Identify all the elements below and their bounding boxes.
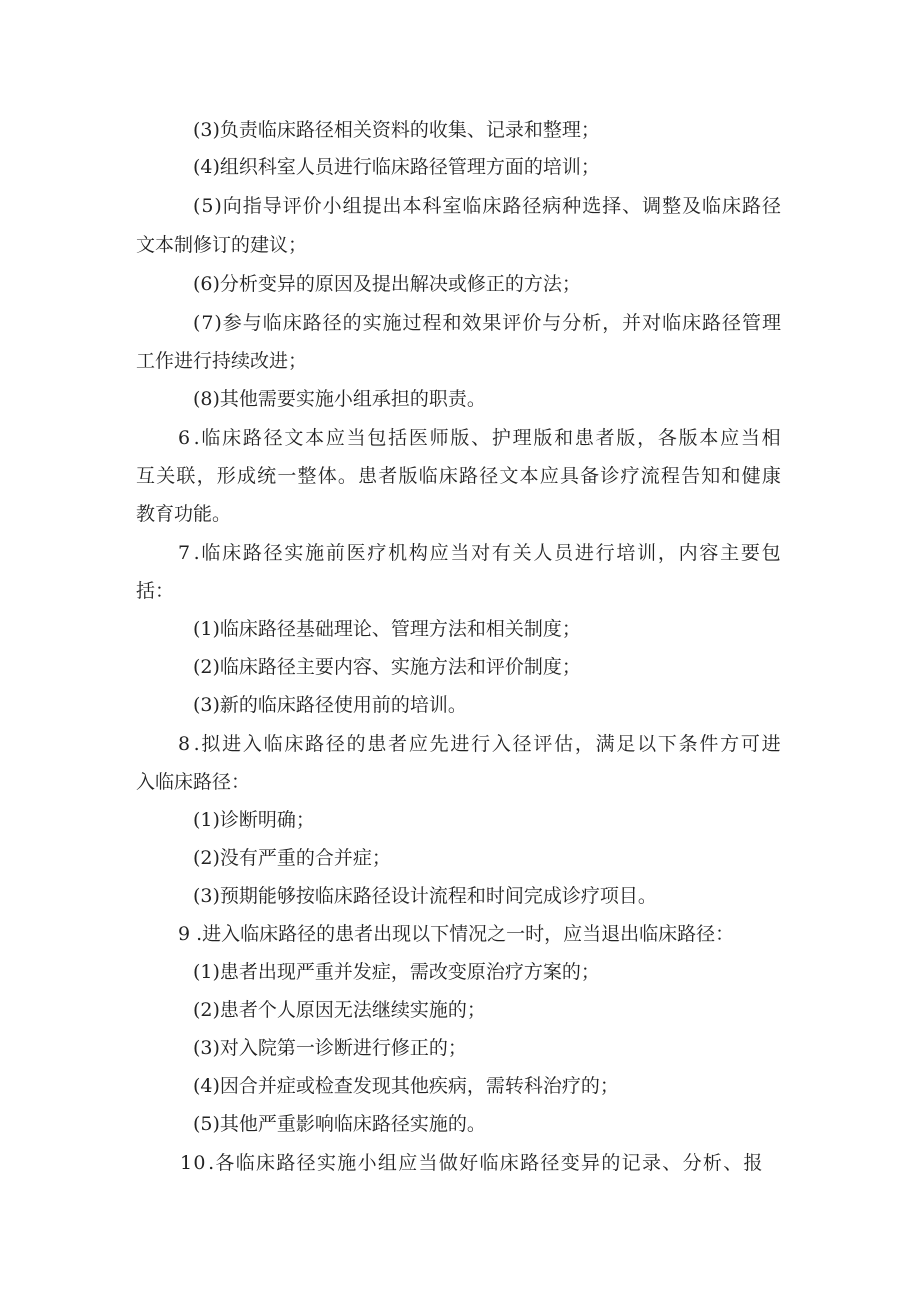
list-item-5-suggestion: ( 5 ) 向 指 导 评 价 小 组 提 出 本 科 室 临 床 路 径 病 种 选 择 、 调 整 及 临 床 路 径 (193, 195, 781, 217)
exit-item-5: (5)其他严重影响临床路径实施的。 (193, 1113, 486, 1135)
list-item-5-continuation: 文本制修订的建议； (136, 234, 308, 256)
list-item-8-duties: (8)其他需要实施小组承担的职责。 (193, 388, 486, 410)
paragraph-8-line-2: 入临床路径： (136, 771, 251, 793)
condition-item-1: (1)诊断明确； (193, 809, 315, 831)
paragraph-9: 9 .进入临床路径的患者出现以下情况之一时，应当退出临床路径： (178, 923, 735, 945)
condition-item-3: (3)预期能够按临床路径设计流程和时间完成诊疗项目。 (193, 885, 657, 907)
paragraph-7: 7 . 临 床 路 径 实 施 前 医 疗 机 构 应 当 对 有 关 人 员 进 行 培 训 ， 内 容 主 要 包 (178, 542, 781, 564)
exit-item-4: (4)因合并症或检查发现其他疾病，需转科治疗的； (193, 1075, 619, 1097)
training-item-3: (3)新的临床路径使用前的培训。 (193, 694, 467, 716)
list-item-3-materials: (3)负责临床路径相关资料的收集、记录和整理； (193, 119, 600, 141)
exit-item-1: (1)患者出现严重并发症，需改变原治疗方案的； (193, 961, 600, 983)
paragraph-8: 8 . 拟 进 入 临 床 路 径 的 患 者 应 先 进 行 入 径 评 估 ， 满 足 以 下 条 件 方 可 进 (178, 733, 781, 755)
paragraph-6: 6 . 临 床 路 径 文 本 应 当 包 括 医 师 版 、 护 理 版 和 患 者 版 ， 各 版 本 应 当 相 (178, 427, 781, 449)
list-item-7-evaluation: ( 7 ) 参 与 临 床 路 径 的 实 施 过 程 和 效 果 评 价 与 分 析 ， 并 对 临 床 路 径 管 理 (193, 312, 781, 334)
list-item-6-analysis: (6)分析变异的原因及提出解决或修正的方法； (193, 273, 581, 295)
training-item-2: (2)临床路径主要内容、实施方法和评价制度； (193, 656, 581, 678)
condition-item-2: (2)没有严重的合并症； (193, 847, 391, 869)
paragraph-6-line-2: 互 关 联 ， 形 成 统 一 整 体 。 患 者 版 临 床 路 径 文 本 应 具 备 诊 疗 流 程 告 知 和 健 康 (136, 465, 781, 487)
paragraph-7-line-2: 括： (136, 580, 175, 602)
paragraph-6-line-3: 教育功能。 (136, 503, 232, 525)
training-item-1: (1)临床路径基础理论、管理方法和相关制度； (193, 618, 581, 640)
exit-item-2: (2)患者个人原因无法继续实施的； (193, 999, 486, 1021)
list-item-4-training: (4)组织科室人员进行临床路径管理方面的培训； (193, 156, 600, 178)
exit-item-3: (3)对入院第一诊断进行修正的； (193, 1037, 467, 1059)
paragraph-10: 1 0 . 各 临 床 路 径 实 施 小 组 应 当 做 好 临 床 路 径 变 异 的 记 录 、 分 析 、 报 (180, 1152, 763, 1174)
list-item-7-continuation: 工作进行持续改进； (136, 350, 308, 372)
